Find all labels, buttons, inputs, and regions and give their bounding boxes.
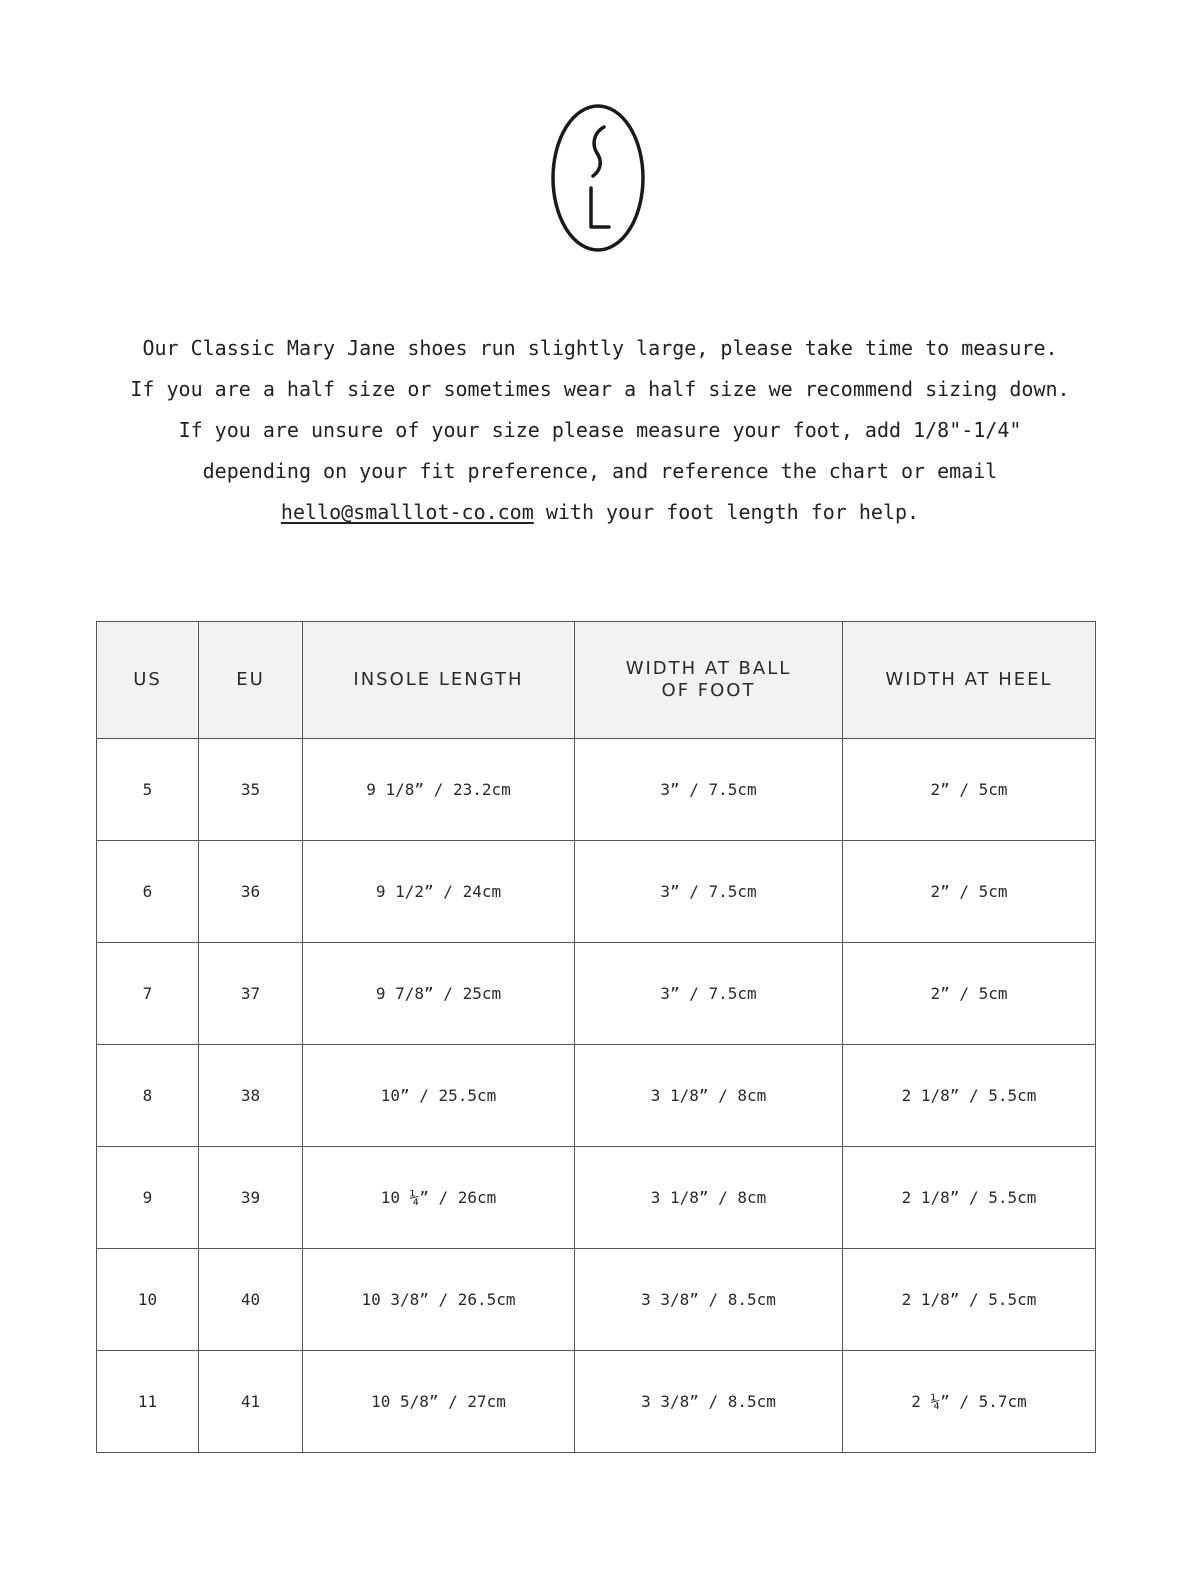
cell-width-at-ball: 3” / 7.5cm bbox=[575, 841, 843, 943]
header-us: US bbox=[97, 622, 199, 739]
cell-eu: 37 bbox=[199, 943, 303, 1045]
cell-width-at-heel: 2 1/8” / 5.5cm bbox=[843, 1147, 1096, 1249]
intro-line-5-rest: with your foot length for help. bbox=[533, 500, 920, 524]
cell-insole-length: 10” / 25.5cm bbox=[303, 1045, 575, 1147]
cell-eu: 41 bbox=[199, 1351, 303, 1453]
header-width-at-heel: WIDTH AT HEEL bbox=[843, 622, 1096, 739]
table-row bbox=[97, 1249, 1096, 1351]
cell-us: 11 bbox=[97, 1351, 199, 1453]
cell-insole-length: 9 7/8” / 25cm bbox=[303, 943, 575, 1045]
table-row bbox=[97, 739, 1096, 841]
header-insole-length: INSOLE LENGTH bbox=[303, 622, 575, 739]
cell-width-at-heel: 2” / 5cm bbox=[843, 943, 1096, 1045]
cell-insole-length: 10 3/8” / 26.5cm bbox=[303, 1249, 575, 1351]
table-row bbox=[97, 1045, 1096, 1147]
table-row bbox=[97, 1147, 1096, 1249]
email-link[interactable]: hello@smalllot-co.com bbox=[280, 500, 534, 524]
cell-width-at-heel: 2 1/8” / 5.5cm bbox=[843, 1045, 1096, 1147]
table-row bbox=[97, 1351, 1096, 1453]
cell-us: 5 bbox=[97, 739, 199, 841]
cell-us: 9 bbox=[97, 1147, 199, 1249]
intro-line-2: If you are a half size or sometimes wear a half size we recommend sizing down. bbox=[130, 377, 1070, 401]
cell-width-at-ball: 3” / 7.5cm bbox=[575, 943, 843, 1045]
cell-width-at-heel: 2 ¼” / 5.7cm bbox=[843, 1351, 1096, 1453]
intro-line-5 bbox=[0, 492, 1200, 533]
cell-width-at-ball: 3 3/8” / 8.5cm bbox=[575, 1249, 843, 1351]
cell-eu: 38 bbox=[199, 1045, 303, 1147]
table-row bbox=[97, 841, 1096, 943]
cell-width-at-heel: 2” / 5cm bbox=[843, 739, 1096, 841]
cell-eu: 35 bbox=[199, 739, 303, 841]
intro-line-1: Our Classic Mary Jane shoes run slightly large, please take time to measure. bbox=[142, 336, 1058, 360]
cell-eu: 39 bbox=[199, 1147, 303, 1249]
cell-width-at-ball: 3 1/8” / 8cm bbox=[575, 1147, 843, 1249]
cell-width-at-heel: 2” / 5cm bbox=[843, 841, 1096, 943]
cell-insole-length: 9 1/2” / 24cm bbox=[303, 841, 575, 943]
cell-eu: 40 bbox=[199, 1249, 303, 1351]
cell-insole-length: 9 1/8” / 23.2cm bbox=[303, 739, 575, 841]
cell-width-at-ball: 3” / 7.5cm bbox=[575, 739, 843, 841]
cell-width-at-ball: 3 3/8” / 8.5cm bbox=[575, 1351, 843, 1453]
size-chart-table bbox=[96, 621, 1096, 1453]
intro-line-3: If you are unsure of your size please measure your foot, add 1/8"-1/4" bbox=[178, 418, 1022, 442]
header-width-at-ball: WIDTH AT BALL OF FOOT bbox=[575, 622, 843, 739]
cell-eu: 36 bbox=[199, 841, 303, 943]
table-row bbox=[97, 943, 1096, 1045]
intro-text bbox=[0, 328, 1200, 533]
header-eu: EU bbox=[199, 622, 303, 739]
cell-us: 7 bbox=[97, 943, 199, 1045]
cell-insole-length: 10 5/8” / 27cm bbox=[303, 1351, 575, 1453]
cell-us: 6 bbox=[97, 841, 199, 943]
table-header-row bbox=[97, 622, 1096, 739]
cell-insole-length: 10 ¼” / 26cm bbox=[303, 1147, 575, 1249]
intro-line-4: depending on your fit preference, and reference the chart or email bbox=[202, 459, 998, 483]
cell-us: 8 bbox=[97, 1045, 199, 1147]
cell-us: 10 bbox=[97, 1249, 199, 1351]
cell-width-at-heel: 2 1/8” / 5.5cm bbox=[843, 1249, 1096, 1351]
brand-logo bbox=[549, 103, 647, 253]
cell-width-at-ball: 3 1/8” / 8cm bbox=[575, 1045, 843, 1147]
